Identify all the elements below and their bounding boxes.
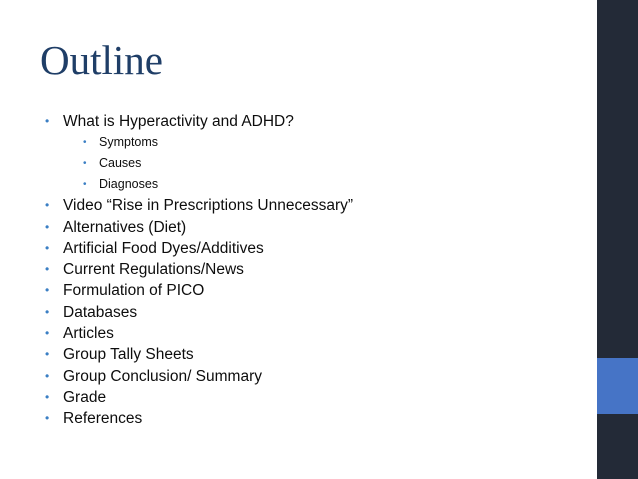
bullet-text: Artificial Food Dyes/Additives bbox=[63, 239, 264, 257]
sub-bullet-item bbox=[63, 132, 585, 153]
bullet-icon: • bbox=[45, 347, 50, 362]
bullet-text: Group Conclusion/ Summary bbox=[63, 367, 262, 385]
bullet-icon: • bbox=[45, 368, 50, 383]
bullet-list bbox=[45, 111, 585, 430]
bullet-item bbox=[45, 302, 585, 323]
bullet-text: Grade bbox=[63, 388, 107, 406]
bullet-item bbox=[45, 259, 585, 280]
slide-title: Outline bbox=[40, 37, 163, 83]
bullet-icon: • bbox=[45, 114, 50, 128]
bullet-icon: • bbox=[45, 283, 50, 298]
bullet-icon: • bbox=[45, 304, 50, 319]
bullet-text: What is Hyperactivity and ADHD? bbox=[63, 113, 294, 130]
sub-bullet-text: Causes bbox=[99, 156, 142, 171]
sub-bullet-item bbox=[63, 153, 585, 174]
bullet-text: Current Regulations/News bbox=[63, 261, 244, 279]
bullet-item bbox=[45, 111, 585, 195]
bullet-text: Formulation of PICO bbox=[63, 282, 205, 300]
bullet-icon: • bbox=[45, 240, 50, 255]
sub-bullet-list bbox=[63, 132, 585, 195]
bullet-icon: • bbox=[45, 411, 50, 426]
bullet-item bbox=[45, 366, 585, 387]
sub-bullet-item bbox=[63, 174, 585, 195]
bullet-icon: • bbox=[45, 262, 50, 277]
bullet-icon: • bbox=[45, 198, 50, 213]
bullet-icon: • bbox=[45, 389, 50, 404]
bullet-item bbox=[45, 387, 585, 408]
bullet-item bbox=[45, 195, 585, 216]
bullet-text: Video “Rise in Prescriptions Unnecessary” bbox=[63, 197, 354, 215]
sub-bullet-text: Diagnoses bbox=[99, 177, 159, 192]
bullet-text: Articles bbox=[63, 325, 114, 343]
bullet-item bbox=[45, 217, 585, 238]
bullet-text: Databases bbox=[63, 303, 138, 321]
sub-bullet-icon: • bbox=[83, 158, 87, 170]
sub-bullet-icon: • bbox=[83, 179, 87, 191]
bullet-item bbox=[45, 238, 585, 259]
bullet-icon: • bbox=[45, 219, 50, 234]
bullet-text: Group Tally Sheets bbox=[63, 346, 194, 364]
sub-bullet-text: Symptoms bbox=[99, 135, 159, 150]
bullet-item bbox=[45, 280, 585, 301]
slide-sidebar-accent bbox=[597, 358, 638, 414]
bullet-item bbox=[45, 323, 585, 344]
bullet-icon: • bbox=[45, 326, 50, 341]
bullet-text: Alternatives (Diet) bbox=[63, 218, 187, 236]
bullet-item bbox=[45, 408, 585, 429]
bullet-text: References bbox=[63, 410, 143, 428]
bullet-item bbox=[45, 344, 585, 365]
sub-bullet-icon: • bbox=[83, 137, 87, 149]
